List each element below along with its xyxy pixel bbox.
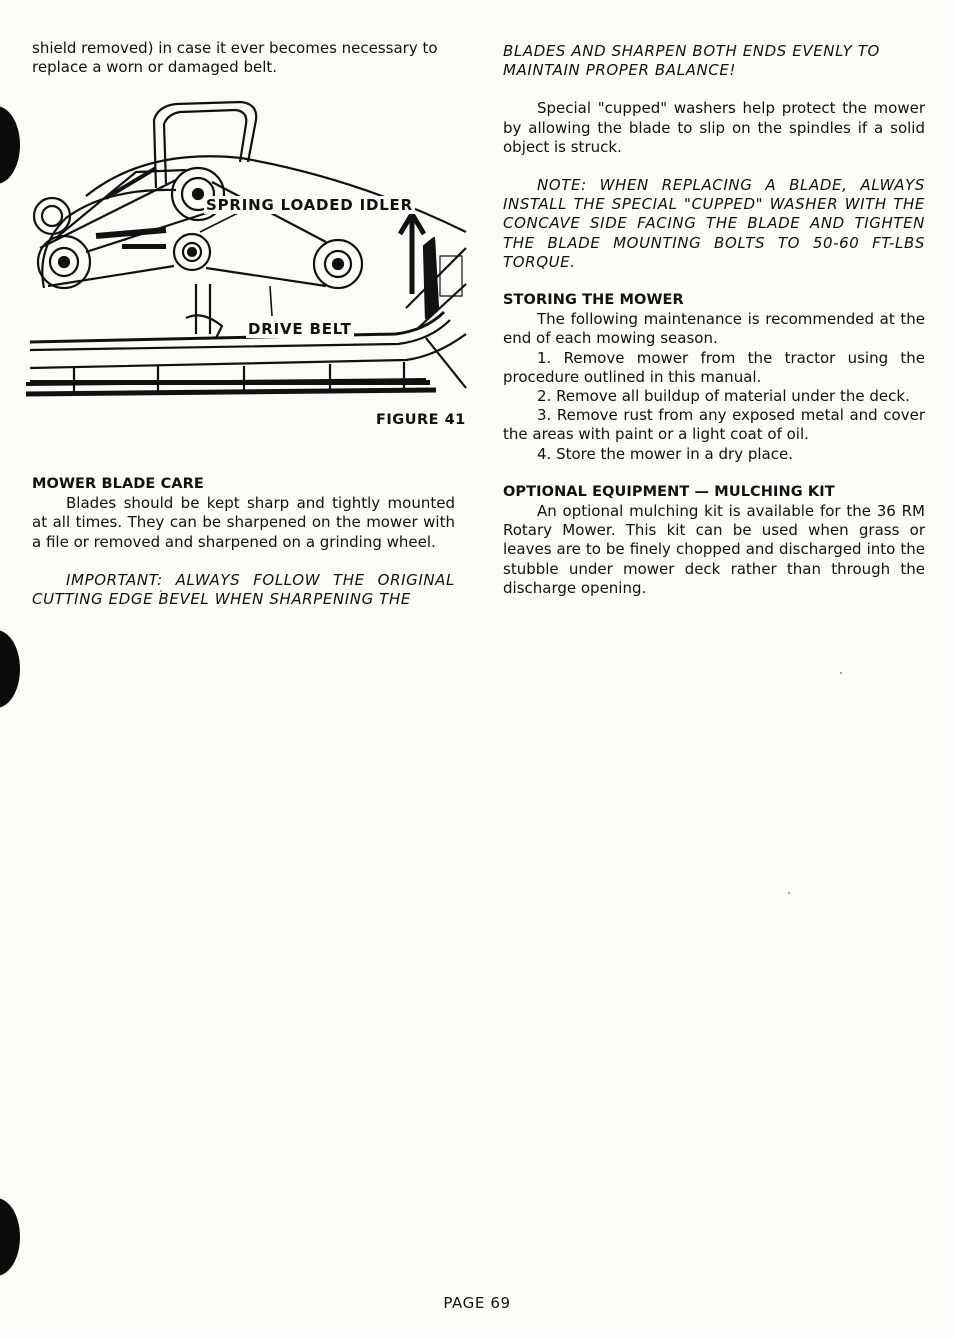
storing-intro: The following maintenance is recommended at the end of each mowing season.: [503, 310, 925, 348]
figure-caption: FIGURE 41: [376, 412, 466, 428]
blade-replacement-note: NOTE: WHEN REPLACING A BLADE, ALWAYS INSTALL THE SPECIAL "CUPPED" WASHER WITH THE CONCAVE SIDE FACING THE BLADE AND TIGHTEN THE BLADE MOUNTING BOLTS TO 50-60 FT-LBS TORQUE.: [503, 176, 925, 271]
heading-storing-the-mower: STORING THE MOWER: [503, 292, 684, 309]
storing-step-4: 4. Store the mower in a dry place.: [537, 444, 793, 463]
label-spring-loaded-idler: SPRING LOADED IDLER: [206, 196, 413, 214]
mower-deck-illustration: [26, 98, 468, 408]
storing-step-3: 3. Remove rust from any exposed metal and cover the areas with paint or a light coat of oil.: [503, 406, 925, 444]
left-column-bottom: [32, 475, 455, 609]
scan-speck: [840, 672, 842, 674]
binder-hole: [0, 630, 20, 708]
intro-paragraph: shield removed) in case it ever becomes necessary to replace a worn or damaged belt.: [32, 39, 438, 77]
heading-mower-blade-care: MOWER BLADE CARE: [32, 476, 204, 492]
mulching-kit-paragraph: An optional mulching kit is available for the 36 RM Rotary Mower. This kit can be used when grass or leaves are to be finely chopped and discharged into the stubble under mower deck rather than through the discharge opening.: [503, 502, 925, 597]
cupped-washer-paragraph: Special "cupped" washers help protect the mower by allowing the blade to slip on the spindles if a solid object is struck.: [503, 99, 925, 156]
important-note: IMPORTANT: ALWAYS FOLLOW THE ORIGINAL CUTTING EDGE BEVEL WHEN SHARPENING THE: [32, 570, 455, 609]
storing-step-2: 2. Remove all buildup of material under the deck.: [537, 387, 910, 406]
label-drive-belt: DRIVE BELT: [248, 320, 352, 338]
important-note-continued: BLADES AND SHARPEN BOTH ENDS EVENLY TO MAINTAIN PROPER BALANCE!: [503, 42, 880, 80]
scan-speck: [788, 892, 790, 894]
left-column-top: [32, 39, 455, 77]
right-column: [503, 42, 925, 598]
heading-optional-equipment: OPTIONAL EQUIPMENT — MULCHING KIT: [503, 483, 835, 500]
storing-step-1: 1. Remove mower from the tractor using the procedure outlined in this manual.: [503, 348, 925, 386]
figure-41: [26, 98, 468, 408]
blade-care-paragraph: Blades should be kept sharp and tightly mounted at all times. They can be sharpened on the mower with a file or removed and sharpened on a grinding wheel.: [32, 494, 455, 551]
binder-hole: [0, 1198, 20, 1276]
page-number: PAGE 69: [443, 1294, 511, 1312]
binder-hole: [0, 106, 20, 184]
